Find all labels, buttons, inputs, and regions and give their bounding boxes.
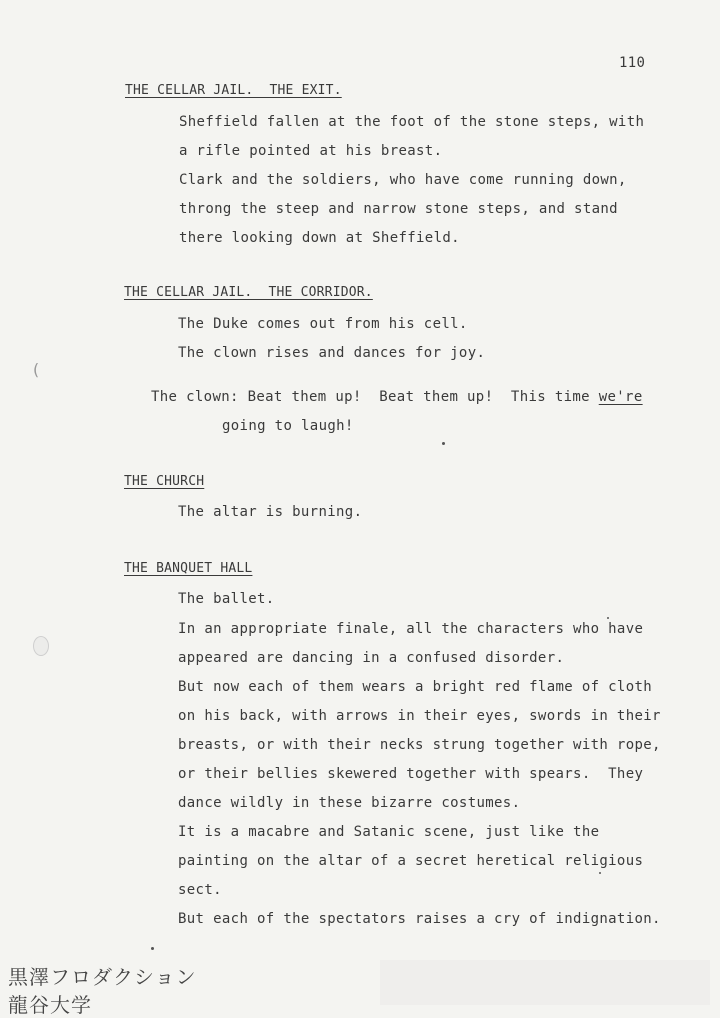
archive-watermark-line1: 黒澤フロダクション — [8, 965, 197, 989]
scene-heading-cellar-exit: THE CELLAR JAIL. THE EXIT. — [125, 83, 342, 98]
action-line: painting on the altar of a secret heretical religious — [178, 853, 644, 869]
action-line: It is a macabre and Satanic scene, just like the — [178, 824, 600, 840]
speck — [607, 617, 609, 619]
speck — [151, 947, 154, 950]
archive-watermark-line2: 龍谷大学 — [8, 993, 92, 1017]
action-line: throng the steep and narrow stone steps, and stand — [179, 201, 618, 217]
action-line: breasts, or with their necks strung together with rope, — [178, 737, 661, 753]
dialogue-underlined-word: we're — [598, 389, 643, 405]
speck — [599, 872, 601, 874]
scene-heading-banquet-hall: THE BANQUET HALL — [124, 561, 253, 576]
action-line: But each of the spectators raises a cry of indignation. — [178, 911, 661, 927]
margin-mark: ( — [31, 360, 41, 379]
speck — [442, 442, 445, 445]
action-line: Sheffield fallen at the foot of the stone steps, with — [179, 114, 645, 130]
action-line: Clark and the soldiers, who have come running down, — [179, 172, 627, 188]
action-line: on his back, with arrows in their eyes, swords in their — [178, 708, 661, 724]
scene-heading-church: THE CHURCH — [124, 474, 205, 489]
action-line: or their bellies skewered together with spears. They — [178, 766, 644, 782]
punch-hole-mark — [33, 636, 49, 656]
action-line: a rifle pointed at his breast. — [179, 143, 443, 159]
action-line: The altar is burning. — [178, 504, 363, 520]
action-line: The ballet. — [178, 591, 275, 607]
action-line: dance wildly in these bizarre costumes. — [178, 795, 521, 811]
action-line: appeared are dancing in a confused disorder. — [178, 650, 565, 666]
action-line: The Duke comes out from his cell. — [178, 316, 468, 332]
action-line: there looking down at Sheffield. — [179, 230, 460, 246]
dialogue-text: The clown: Beat them up! Beat them up! This time — [151, 389, 599, 405]
dialogue-line: going to laugh! — [222, 418, 354, 434]
action-line: But now each of them wears a bright red flame of cloth — [178, 679, 653, 695]
action-line: In an appropriate finale, all the characters who have — [178, 621, 644, 637]
action-line: sect. — [178, 882, 222, 898]
page-number: 110 — [619, 55, 646, 71]
action-line: The clown rises and dances for joy. — [178, 345, 486, 361]
bleed-through-shadow — [380, 960, 710, 1005]
scene-heading-cellar-corridor: THE CELLAR JAIL. THE CORRIDOR. — [124, 285, 373, 300]
dialogue-line — [151, 389, 643, 405]
